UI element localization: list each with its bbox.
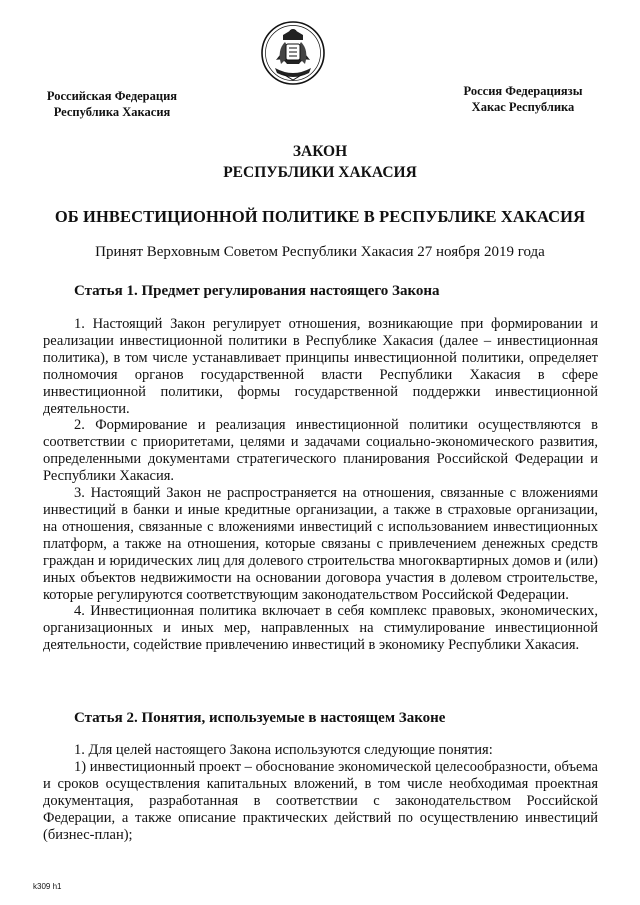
- article-1-paragraph-2: 2. Формирование и реализация инвестиционной политики осуществляются в соответствии с приоритетами, целями и задачами социально-экономического развития, определенными документами стратегического планирования Российской Федерации и Республики Хакасия.: [43, 417, 598, 485]
- article-1-heading: Статья 1. Предмет регулирования настоящего Закона: [74, 283, 440, 299]
- header-right-line1: Россия Федерациязы: [463, 84, 583, 98]
- article-2-body: [43, 742, 598, 843]
- law-subject-title: ОБ ИНВЕСТИЦИОННОЙ ПОЛИТИКЕ В РЕСПУБЛИКЕ ХАКАСИЯ: [54, 207, 586, 226]
- header-left-line1: Российская Федерация: [46, 89, 178, 103]
- article-1-body: [43, 316, 598, 654]
- coat-of-arms-emblem-icon: [259, 18, 327, 88]
- header-left-block: [28, 88, 196, 120]
- article-1-paragraph-3: 3. Настоящий Закон не распространяется на отношения, связанные с вложениями инвестиций в банки и иные кредитные организации, а также в страховые организации, на отношения, связанные с вложениями инвестиций с использованием инвестиционных платформ, а также на отношения, которые связаны с привлечением денежных средств граждан и юридических лиц для долевого строительства многоквартирных домов и (или) иных объектов недвижимости на основании договора участия в долевом строительстве, которые регулируются соответствующим законодательством Российской Федерации.: [43, 485, 598, 603]
- header-right-block: [438, 83, 608, 115]
- article-1-paragraph-4: 4. Инвестиционная политика включает в себя комплекс правовых, экономических, организационных и иных мер, направленных на стимулирование инвестиционной деятельности, содействие привлечению инвестиций в экономику Республики Хакасия.: [43, 603, 598, 654]
- law-title-line1: ЗАКОН: [292, 143, 348, 160]
- document-code: k309 h1: [33, 882, 62, 891]
- header-left-line2: Республика Хакасия: [53, 105, 171, 119]
- article-2-paragraph-2: 1) инвестиционный проект – обоснование экономической целесообразности, объема и сроков осуществления капитальных вложений, в том числе необходимая проектная документация, разработанная в соответствии с законодательством Российской Федерации, а также описание практических действий по осуществлению инвестиций (бизнес-план);: [43, 758, 598, 843]
- law-title-line2: РЕСПУБЛИКИ ХАКАСИЯ: [223, 164, 417, 181]
- article-2-heading: Статья 2. Понятия, используемые в настоящем Законе: [74, 710, 446, 726]
- article-2-paragraph-1: 1. Для целей настоящего Закона используются следующие понятия:: [74, 742, 493, 758]
- article-1-paragraph-1: 1. Настоящий Закон регулирует отношения, возникающие при формировании и реализации инвестиционной политики в Республике Хакасия (далее – инвестиционная политика), в том числе устанавливает принципы инвестиционной политики, определяет полномочия органов государственной власти Республики Хакасия в сфере инвестиционной политики, формы государственной поддержки инвестиционной деятельности.: [43, 316, 598, 417]
- header-right-line2: Хакас Республика: [471, 100, 575, 114]
- adoption-note: Принят Верховным Советом Республики Хакасия 27 ноября 2019 года: [95, 244, 545, 260]
